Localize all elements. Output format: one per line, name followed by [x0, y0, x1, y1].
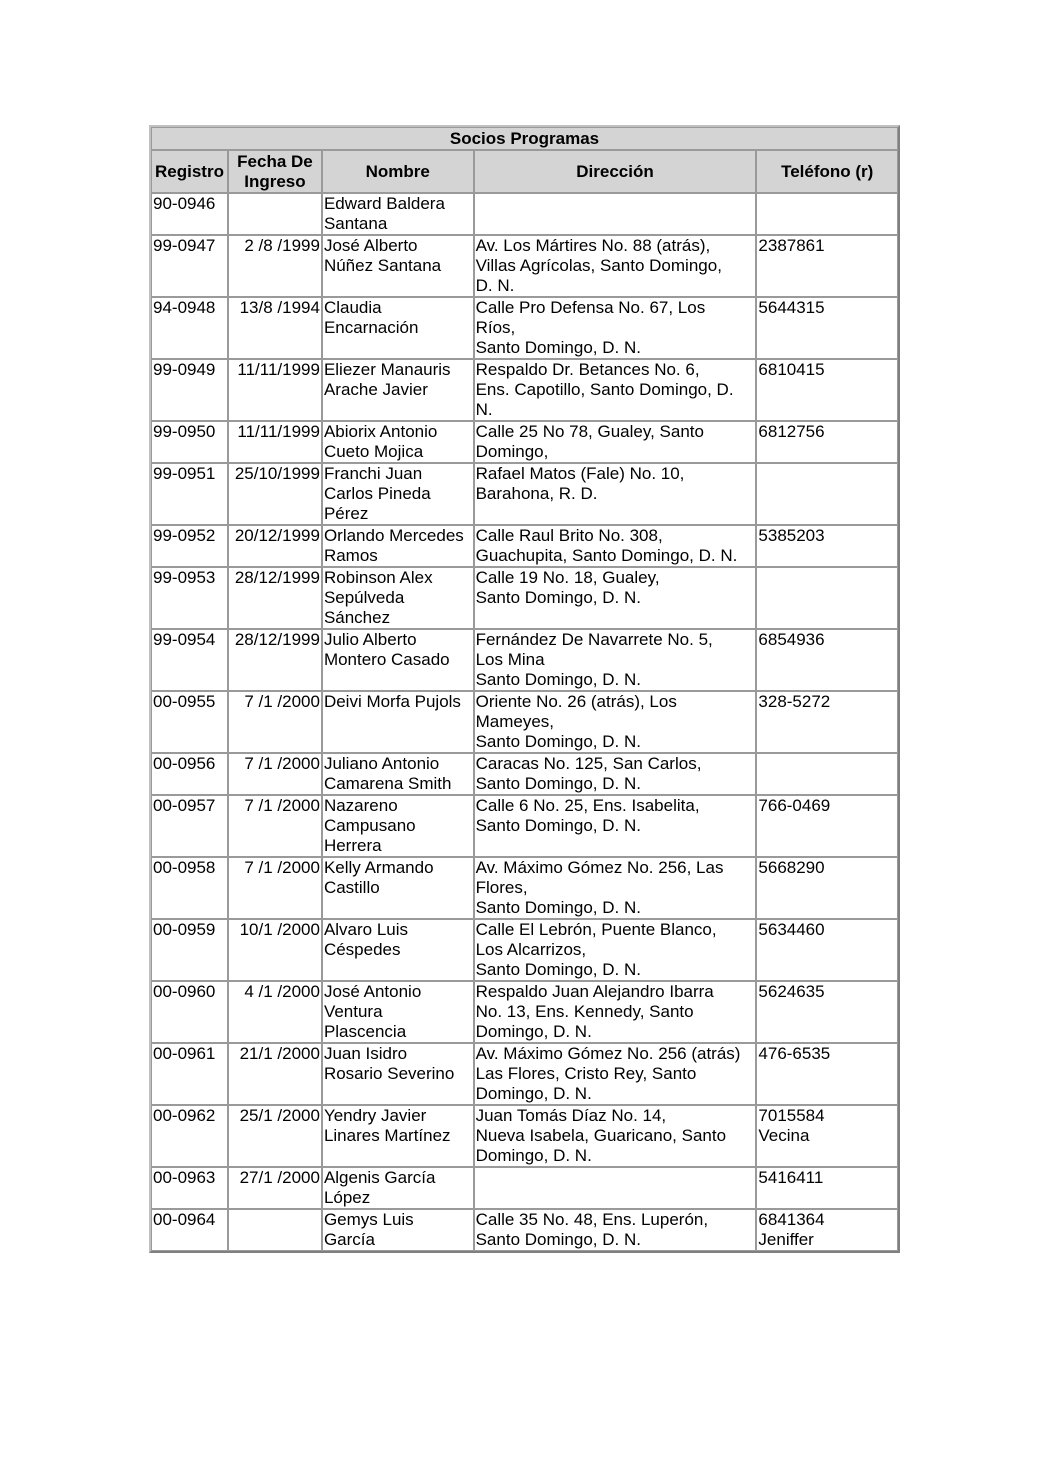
direccion-line: Domingo, D. N.	[475, 1146, 592, 1165]
registro-cell: 99-0953	[151, 567, 228, 629]
registro-cell: 00-0962	[151, 1105, 228, 1167]
table-row	[151, 235, 898, 297]
table-row	[151, 1209, 898, 1251]
nombre-cell	[322, 235, 474, 297]
nombre-line: Edward Baldera	[323, 194, 445, 213]
direccion-line: Villas Agrícolas, Santo Domingo,	[475, 256, 722, 275]
nombre-cell	[322, 1167, 474, 1209]
table-row	[151, 1043, 898, 1105]
nombre-cell	[322, 359, 474, 421]
direccion-line: Ens. Capotillo, Santo Domingo, D.	[475, 380, 734, 399]
nombre-line: Juliano Antonio	[323, 754, 440, 773]
fecha-cell: 25/10/1999	[228, 463, 322, 525]
telefono-cell	[756, 857, 898, 919]
nombre-cell	[322, 981, 474, 1043]
direccion-line: Calle 35 No. 48, Ens. Luperón,	[475, 1210, 709, 1229]
nombre-line: Sánchez	[323, 608, 391, 627]
registro-cell: 00-0959	[151, 919, 228, 981]
table-row	[151, 359, 898, 421]
direccion-cell	[474, 981, 757, 1043]
telefono-cell	[756, 981, 898, 1043]
table-row	[151, 463, 898, 525]
telefono-line: 5634460	[758, 920, 825, 939]
direccion-line: Santo Domingo, D. N.	[475, 1230, 641, 1249]
table-row	[151, 857, 898, 919]
direccion-line: Santo Domingo, D. N.	[475, 774, 641, 793]
nombre-line: Ramos	[323, 546, 378, 565]
registro-cell: 99-0949	[151, 359, 228, 421]
direccion-line: Flores,	[475, 878, 528, 897]
table-row	[151, 1105, 898, 1167]
table-body	[151, 193, 898, 1251]
table-row	[151, 981, 898, 1043]
telefono-cell	[756, 629, 898, 691]
nombre-cell	[322, 919, 474, 981]
nombre-cell	[322, 1043, 474, 1105]
nombre-line: Montero Casado	[323, 650, 450, 669]
telefono-cell	[756, 1105, 898, 1167]
table-row	[151, 753, 898, 795]
telefono-cell	[756, 193, 898, 235]
telefono-cell	[756, 1167, 898, 1209]
direccion-cell	[474, 753, 757, 795]
registro-cell: 00-0964	[151, 1209, 228, 1251]
nombre-line: Céspedes	[323, 940, 401, 959]
nombre-line: García	[323, 1230, 375, 1249]
table-row	[151, 1167, 898, 1209]
telefono-line: 6810415	[758, 360, 825, 379]
direccion-line: Los Mina	[475, 650, 545, 669]
nombre-line: Núñez Santana	[323, 256, 442, 275]
direccion-cell	[474, 463, 757, 525]
nombre-line: Castillo	[323, 878, 380, 897]
direccion-line: Santo Domingo, D. N.	[475, 898, 641, 917]
direccion-line: Calle 19 No. 18, Gualey,	[475, 568, 660, 587]
registro-cell: 00-0956	[151, 753, 228, 795]
telefono-cell	[756, 359, 898, 421]
header-nombre: Nombre	[322, 150, 474, 193]
direccion-line: Respaldo Juan Alejandro Ibarra	[475, 982, 714, 1001]
nombre-line: Ventura	[323, 1002, 383, 1021]
fecha-cell: 7 /1 /2000	[228, 795, 322, 857]
fecha-cell: 10/1 /2000	[228, 919, 322, 981]
telefono-line: 6841364	[758, 1210, 825, 1229]
direccion-cell	[474, 919, 757, 981]
telefono-line: 6812756	[758, 422, 825, 441]
telefono-line: 5668290	[758, 858, 825, 877]
direccion-line: Santo Domingo, D. N.	[475, 816, 641, 835]
nombre-line: Nazareno	[323, 796, 398, 815]
direccion-cell	[474, 567, 757, 629]
nombre-line: Claudia	[323, 298, 382, 317]
direccion-line: Domingo, D. N.	[475, 1084, 592, 1103]
telefono-line: 5385203	[758, 526, 825, 545]
fecha-cell: 11/11/1999	[228, 359, 322, 421]
registro-cell: 90-0946	[151, 193, 228, 235]
direccion-cell	[474, 193, 757, 235]
direccion-line: Calle 25 No 78, Gualey, Santo	[475, 422, 704, 441]
nombre-line: Linares Martínez	[323, 1126, 451, 1145]
direccion-cell	[474, 235, 757, 297]
header-fecha-line: Fecha De	[237, 151, 313, 171]
nombre-line: Campusano	[323, 816, 416, 835]
nombre-line: Rosario Severino	[323, 1064, 455, 1083]
nombre-line: Gemys Luis	[323, 1210, 414, 1229]
nombre-cell	[322, 193, 474, 235]
nombre-cell	[322, 525, 474, 567]
direccion-line: Av. Los Mártires No. 88 (atrás),	[475, 236, 711, 255]
registro-cell: 00-0957	[151, 795, 228, 857]
nombre-line: Algenis García	[323, 1168, 436, 1187]
table-row	[151, 193, 898, 235]
nombre-line: Plascencia	[323, 1022, 407, 1041]
fecha-cell	[228, 1209, 322, 1251]
direccion-cell	[474, 629, 757, 691]
nombre-cell	[322, 421, 474, 463]
nombre-line: López	[323, 1188, 371, 1207]
direccion-line: Las Flores, Cristo Rey, Santo	[475, 1064, 697, 1083]
direccion-line: Santo Domingo, D. N.	[475, 670, 641, 689]
telefono-cell	[756, 567, 898, 629]
nombre-line: Arache Javier	[323, 380, 428, 399]
telefono-cell	[756, 691, 898, 753]
header-row	[151, 150, 898, 193]
nombre-cell	[322, 567, 474, 629]
nombre-line: Deivi Morfa Pujols	[323, 692, 461, 711]
telefono-cell	[756, 795, 898, 857]
direccion-cell	[474, 297, 757, 359]
registro-cell: 94-0948	[151, 297, 228, 359]
direccion-cell	[474, 691, 757, 753]
telefono-line: 5416411	[758, 1168, 824, 1187]
registro-cell: 00-0958	[151, 857, 228, 919]
direccion-line: Juan Tomás Díaz No. 14,	[475, 1106, 667, 1125]
nombre-line: Sepúlveda	[323, 588, 405, 607]
table-row	[151, 297, 898, 359]
registro-cell: 00-0960	[151, 981, 228, 1043]
nombre-line: Carlos Pineda	[323, 484, 431, 503]
direccion-line: Los Alcarrizos,	[475, 940, 587, 959]
direccion-cell	[474, 359, 757, 421]
telefono-cell	[756, 235, 898, 297]
direccion-line: D. N.	[475, 276, 515, 295]
fecha-cell: 21/1 /2000	[228, 1043, 322, 1105]
nombre-line: Juan Isidro	[323, 1044, 408, 1063]
telefono-line: 7015584	[758, 1106, 825, 1125]
direccion-cell	[474, 525, 757, 567]
direccion-line: Domingo,	[475, 442, 549, 461]
telefono-line: 6854936	[758, 630, 825, 649]
fecha-cell: 11/11/1999	[228, 421, 322, 463]
fecha-cell: 25/1 /2000	[228, 1105, 322, 1167]
registro-cell: 99-0947	[151, 235, 228, 297]
direccion-line: Calle Raul Brito No. 308,	[475, 526, 663, 545]
nombre-line: Herrera	[323, 836, 382, 855]
registro-cell: 99-0954	[151, 629, 228, 691]
table-row	[151, 691, 898, 753]
telefono-line: 2387861	[758, 236, 825, 255]
nombre-line: Orlando Mercedes	[323, 526, 464, 545]
nombre-line: Eliezer Manauris	[323, 360, 451, 379]
registro-cell: 00-0963	[151, 1167, 228, 1209]
fecha-cell: 7 /1 /2000	[228, 753, 322, 795]
registro-cell: 00-0955	[151, 691, 228, 753]
fecha-cell: 28/12/1999	[228, 629, 322, 691]
fecha-cell: 7 /1 /2000	[228, 691, 322, 753]
table-row	[151, 919, 898, 981]
direccion-line: Guachupita, Santo Domingo, D. N.	[475, 546, 738, 565]
telefono-cell	[756, 1209, 898, 1251]
table-row	[151, 795, 898, 857]
telefono-cell	[756, 525, 898, 567]
table-row	[151, 525, 898, 567]
telefono-line: 766-0469	[758, 796, 831, 815]
direccion-line: Mameyes,	[475, 712, 555, 731]
telefono-line: Vecina	[758, 1126, 810, 1145]
nombre-line: Alvaro Luis	[323, 920, 409, 939]
telefono-line: 5624635	[758, 982, 825, 1001]
direccion-line: Santo Domingo, D. N.	[475, 588, 641, 607]
nombre-cell	[322, 1209, 474, 1251]
nombre-cell	[322, 753, 474, 795]
telefono-line: 5644315	[758, 298, 825, 317]
nombre-cell	[322, 691, 474, 753]
header-direccion: Dirección	[474, 150, 757, 193]
table-row	[151, 421, 898, 463]
direccion-line: Caracas No. 125, San Carlos,	[475, 754, 702, 773]
registro-cell: 99-0952	[151, 525, 228, 567]
direccion-line: Calle Pro Defensa No. 67, Los	[475, 298, 706, 317]
nombre-cell	[322, 1105, 474, 1167]
direccion-cell	[474, 1043, 757, 1105]
direccion-cell	[474, 421, 757, 463]
direccion-line: Calle El Lebrón, Puente Blanco,	[475, 920, 717, 939]
registro-cell: 99-0951	[151, 463, 228, 525]
table-title: Socios Programas	[151, 127, 898, 150]
direccion-line: Barahona, R. D.	[475, 484, 598, 503]
nombre-line: Abiorix Antonio	[323, 422, 438, 441]
fecha-cell: 28/12/1999	[228, 567, 322, 629]
fecha-cell	[228, 193, 322, 235]
nombre-line: Franchi Juan	[323, 464, 423, 483]
direccion-cell	[474, 1209, 757, 1251]
telefono-line: 476-6535	[758, 1044, 831, 1063]
direccion-cell	[474, 1167, 757, 1209]
telefono-cell	[756, 421, 898, 463]
direccion-line: Av. Máximo Gómez No. 256 (atrás)	[475, 1044, 741, 1063]
fecha-cell: 13/8 /1994	[228, 297, 322, 359]
registro-cell: 99-0950	[151, 421, 228, 463]
nombre-line: Encarnación	[323, 318, 419, 337]
direccion-cell	[474, 857, 757, 919]
nombre-cell	[322, 857, 474, 919]
fecha-cell: 20/12/1999	[228, 525, 322, 567]
direccion-cell	[474, 1105, 757, 1167]
nombre-line: José Alberto	[323, 236, 418, 255]
telefono-cell	[756, 297, 898, 359]
fecha-cell: 7 /1 /2000	[228, 857, 322, 919]
telefono-line: 328-5272	[758, 692, 831, 711]
nombre-line: Santana	[323, 214, 388, 233]
registro-cell: 00-0961	[151, 1043, 228, 1105]
fecha-cell: 27/1 /2000	[228, 1167, 322, 1209]
nombre-cell	[322, 297, 474, 359]
header-registro: Registro	[151, 150, 228, 193]
direccion-line: N.	[475, 400, 493, 419]
nombre-line: Yendry Javier	[323, 1106, 427, 1125]
direccion-line: Santo Domingo, D. N.	[475, 732, 641, 751]
direccion-line: Domingo, D. N.	[475, 1022, 592, 1041]
header-fecha-line: Ingreso	[244, 171, 306, 191]
direccion-line: No. 13, Ens. Kennedy, Santo	[475, 1002, 694, 1021]
nombre-cell	[322, 629, 474, 691]
nombre-line: Robinson Alex	[323, 568, 433, 587]
nombre-line: Kelly Armando	[323, 858, 434, 877]
telefono-cell	[756, 1043, 898, 1105]
direccion-line: Nueva Isabela, Guaricano, Santo	[475, 1126, 727, 1145]
header-telefono: Teléfono (r)	[756, 150, 898, 193]
table-row	[151, 629, 898, 691]
nombre-line: José Antonio	[323, 982, 422, 1001]
direccion-line: Ríos,	[475, 318, 516, 337]
nombre-cell	[322, 795, 474, 857]
nombre-line: Camarena Smith	[323, 774, 452, 793]
direccion-line: Calle 6 No. 25, Ens. Isabelita,	[475, 796, 700, 815]
nombre-line: Pérez	[323, 504, 369, 523]
direccion-line: Respaldo Dr. Betances No. 6,	[475, 360, 700, 379]
telefono-cell	[756, 463, 898, 525]
direccion-line: Oriente No. 26 (atrás), Los	[475, 692, 677, 711]
table-row	[151, 567, 898, 629]
nombre-line: Cueto Mojica	[323, 442, 424, 461]
socios-table	[149, 125, 900, 1253]
telefono-cell	[756, 753, 898, 795]
direccion-cell	[474, 795, 757, 857]
telefono-cell	[756, 919, 898, 981]
direccion-line: Santo Domingo, D. N.	[475, 960, 641, 979]
nombre-line: Julio Alberto	[323, 630, 417, 649]
nombre-cell	[322, 463, 474, 525]
fecha-cell: 2 /8 /1999	[228, 235, 322, 297]
header-fecha	[228, 150, 322, 193]
direccion-line: Santo Domingo, D. N.	[475, 338, 641, 357]
direccion-line: Av. Máximo Gómez No. 256, Las	[475, 858, 724, 877]
fecha-cell: 4 /1 /2000	[228, 981, 322, 1043]
direccion-line: Rafael Matos (Fale) No. 10,	[475, 464, 685, 483]
telefono-line: Jeniffer	[758, 1230, 814, 1249]
direccion-line: Fernández De Navarrete No. 5,	[475, 630, 713, 649]
